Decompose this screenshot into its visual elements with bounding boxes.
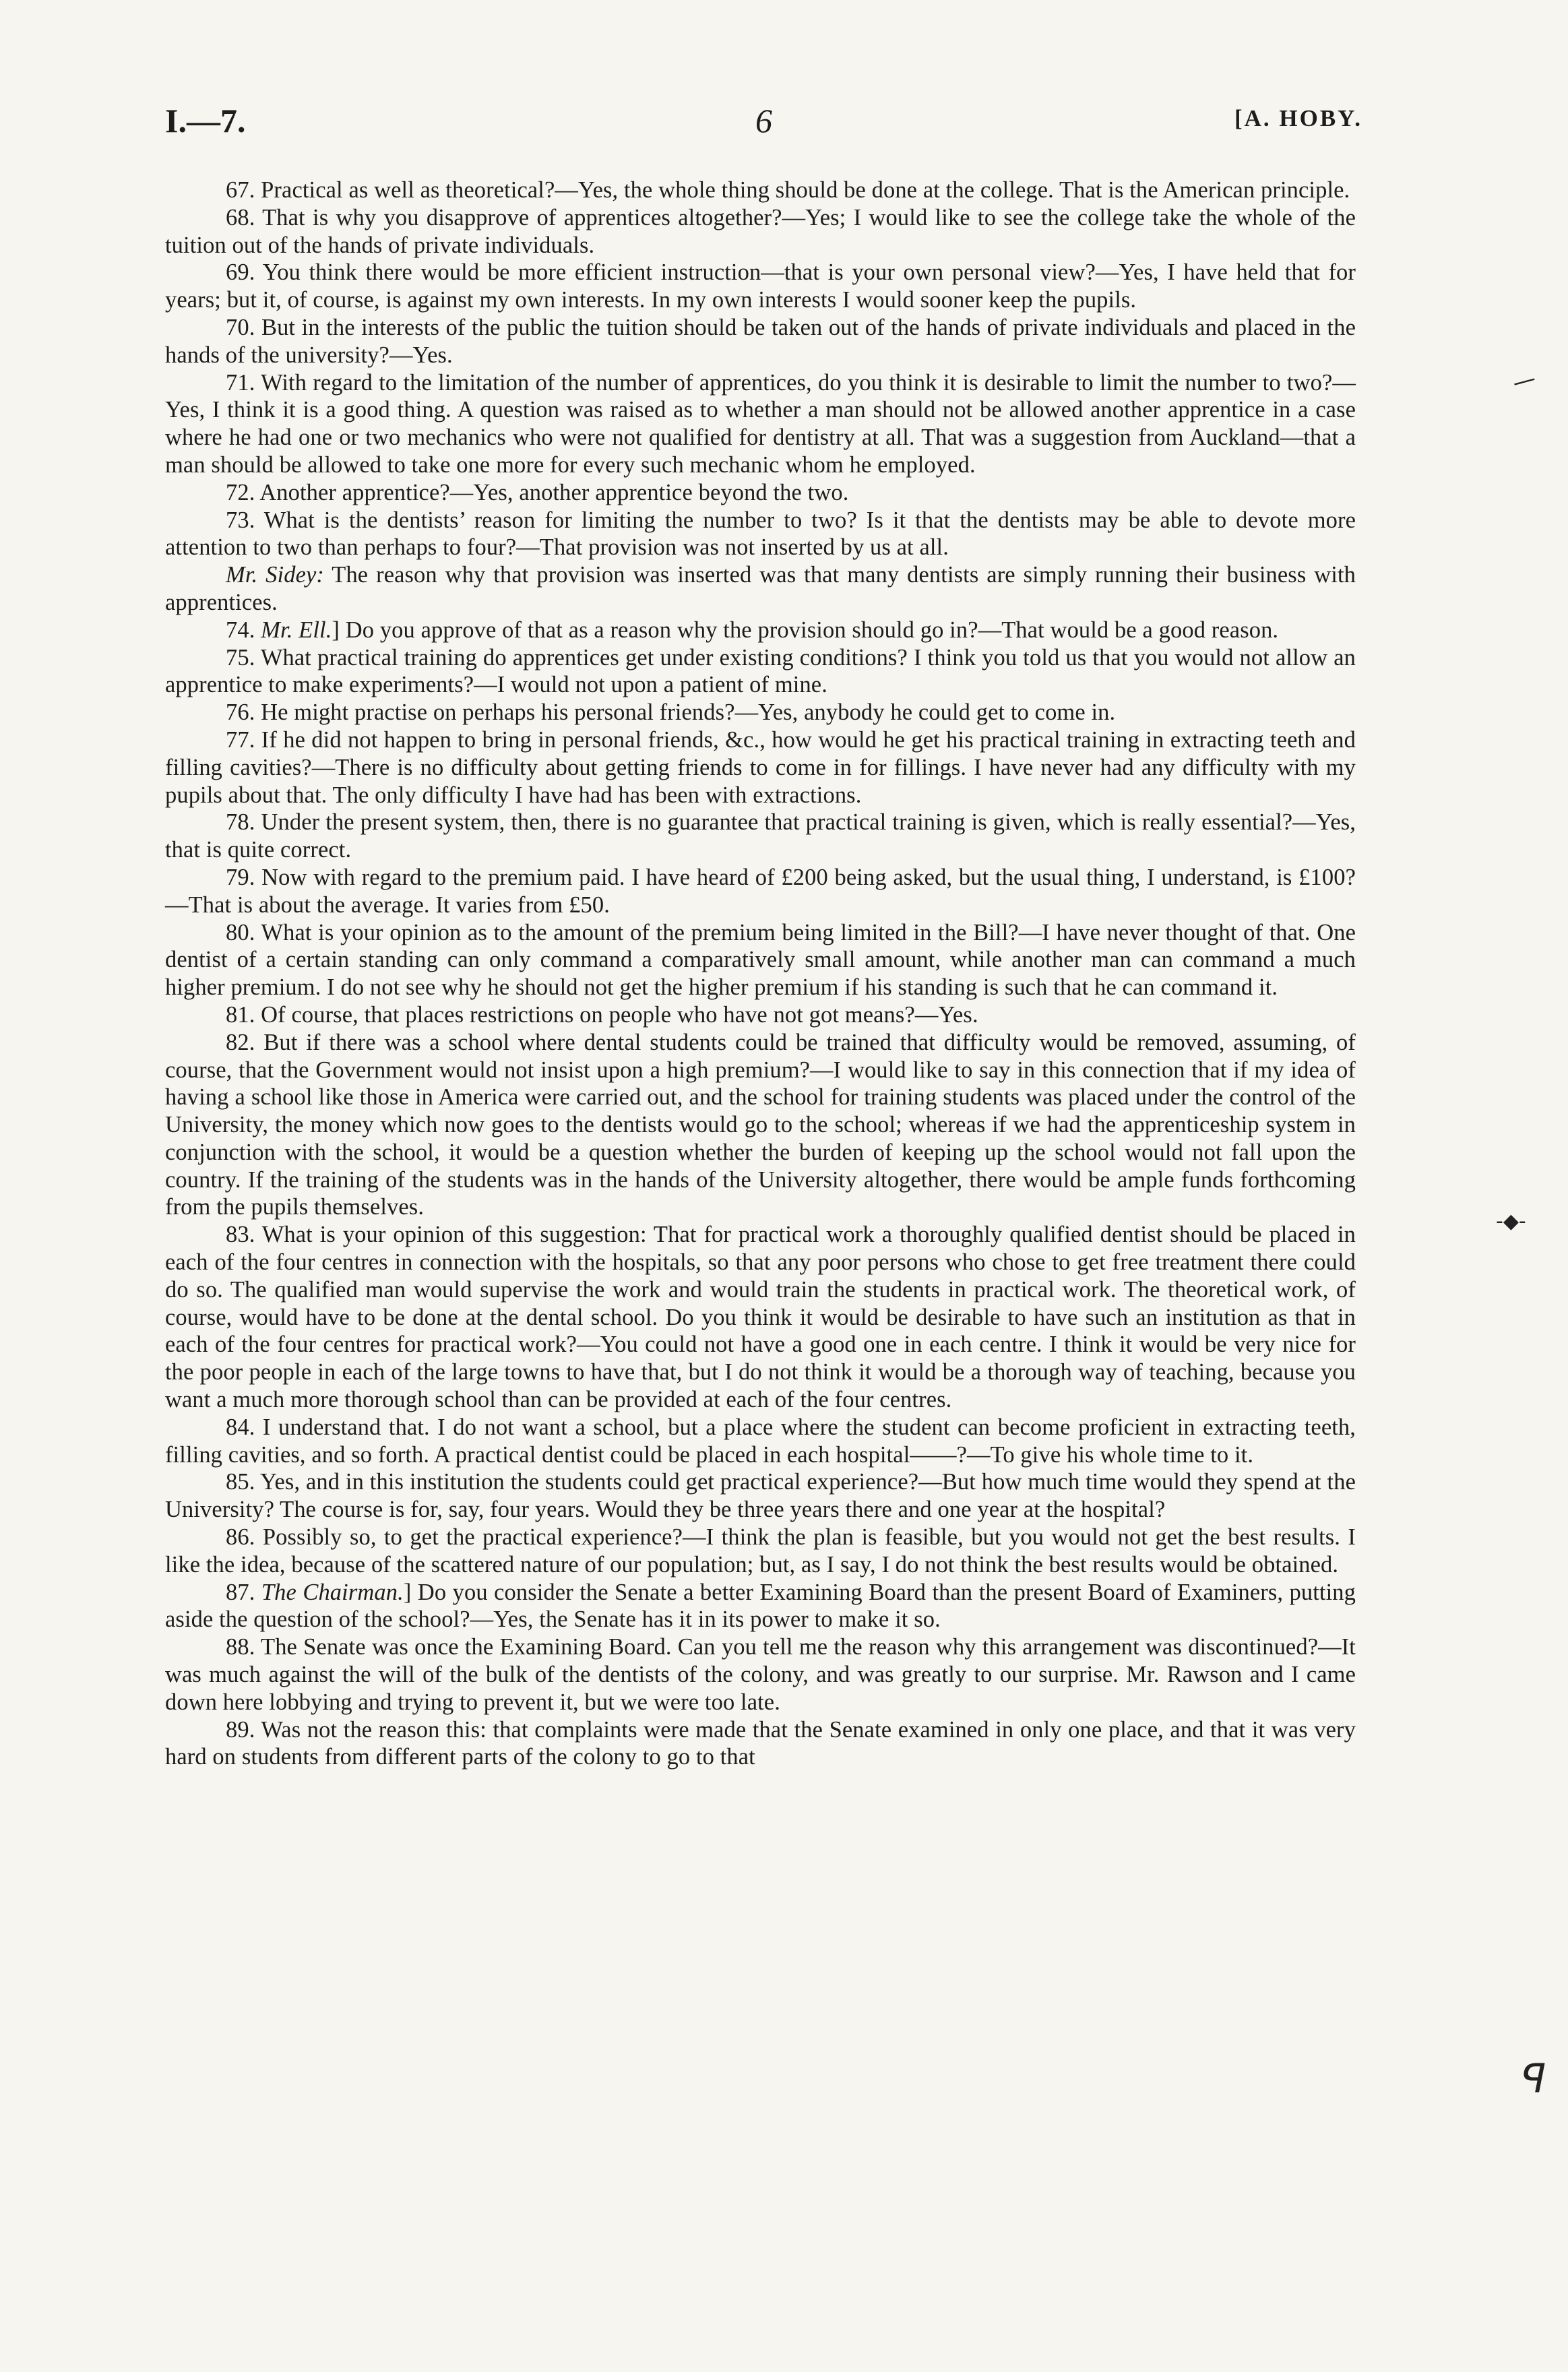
scan-mark-slash: ꟼ: [1522, 2055, 1546, 2102]
evidence-paragraph: [165, 314, 1356, 369]
paragraph-text: 84. I understand that. I do not want a school, but a place where the student can become proficient in extracting teeth, filling cavities, and so forth. A practical dentist could be placed in each hospital——?—To give his whole time to it.: [165, 1414, 1356, 1468]
paragraph-text: 79. Now with regard to the premium paid. I have heard of £200 being asked, but the usual thing, I understand, is £100?—That is about the average. It varies from £50.: [165, 864, 1356, 918]
page-number: 6: [755, 102, 772, 139]
evidence-paragraph: [165, 204, 1356, 259]
paragraph-number: 74.: [226, 617, 261, 643]
paragraph-text: 82. But if there was a school where dental students could be trained that difficulty would be removed, assuming, of course, that the Government would not insist upon a high premium?—I would like to say in this connection that if my idea of having a school like those in America were carried out, and the school for training students was placed under the control of the University, the money which now goes to the dentists would go to the school; whereas if we had the apprenticeship system in conjunction with the school, it would be a question whether the burden of keeping up the school would not fall upon the country. If the training of the students was in the hands of the University altogether, there would be ample funds forthcoming from the pupils themselves.: [165, 1029, 1356, 1220]
paragraph-text: 85. Yes, and in this institution the students could get practical experience?—But how much time would they spend at the University? The course is for, say, four years. Would they be three years there and one year at the hospital?: [165, 1469, 1356, 1523]
paragraph-text: 72. Another apprentice?—Yes, another apprentice beyond the two.: [226, 479, 849, 505]
evidence-body: [165, 177, 1356, 1771]
evidence-paragraph: [165, 1414, 1356, 1469]
evidence-paragraph: [165, 617, 1356, 644]
paragraph-text: 86. Possibly so, to get the practical experience?—I think the plan is feasible, but you would not get the best results. I like the idea, because of the scattered nature of our population; but, as I say, I do not think the best results would be obtained.: [165, 1524, 1356, 1578]
evidence-paragraph: [165, 864, 1356, 919]
evidence-paragraph: [165, 1716, 1356, 1772]
evidence-paragraph: [165, 561, 1356, 617]
evidence-paragraph: [165, 177, 1356, 204]
speaker-name: The Chairman.: [261, 1579, 404, 1605]
paragraph-text: 67. Practical as well as theoretical?—Yes, the whole thing should be done at the college. That is the American principle.: [226, 177, 1350, 203]
evidence-paragraph: [165, 1524, 1356, 1579]
paragraph-text: 77. If he did not happen to bring in personal friends, &c., how would he get his practical training in extracting teeth and filling cavities?—There is no difficulty about getting friends to come in for fillings. I have never had any difficulty with my pupils about that. The only difficulty I have had has been with extractions.: [165, 726, 1356, 808]
paragraph-text: 70. But in the interests of the public the tuition should be taken out of the hands of private individuals and placed in the hands of the university?—Yes.: [165, 314, 1356, 368]
paragraph-text: 80. What is your opinion as to the amount of the premium being limited in the Bill?—I have never thought of that. One dentist of a certain standing can only command a comparatively small amount, while another man can command a much higher premium. I do not see why he should not get the higher premium if his standing is such that he can command it.: [165, 919, 1356, 1001]
evidence-paragraph: [165, 1633, 1356, 1716]
evidence-paragraph: [165, 726, 1356, 809]
evidence-paragraph: [165, 507, 1356, 562]
evidence-paragraph: [165, 479, 1356, 507]
evidence-paragraph: [165, 919, 1356, 1001]
paragraph-text: 78. Under the present system, then, there is no guarantee that practical training is given, which is really essential?—Yes, that is quite correct.: [165, 809, 1356, 863]
paragraph-text: 76. He might practise on perhaps his personal friends?—Yes, anybody he could get to come in.: [226, 699, 1116, 726]
paper-reference: I.—7.: [165, 102, 246, 139]
evidence-paragraph: [165, 1001, 1356, 1029]
speaker-name: Mr. Ell.: [261, 617, 332, 643]
scan-mark-dash: —: [1509, 365, 1539, 397]
evidence-paragraph: [165, 1468, 1356, 1524]
witness-name: [A. HOBY.: [1234, 105, 1362, 131]
paragraph-text: 73. What is the dentists’ reason for limiting the number to two? Is it that the dentists may be able to devote more attention to two than perhaps to four?—That provision was not inserted by us at all.: [165, 507, 1356, 561]
paragraph-text: The reason why that provision was inserted was that many dentists are simply running their business with apprentices.: [165, 562, 1356, 615]
paragraph-text: 81. Of course, that places restrictions on people who have not got means?—Yes.: [226, 1001, 978, 1028]
paragraph-text: 89. Was not the reason this: that complaints were made that the Senate examined in only one place, and that it was very hard on students from different parts of the colony to go to that: [165, 1716, 1356, 1770]
paragraph-text: ] Do you consider the Senate a better Examining Board than the present Board of Examiners, putting aside the question of the school?—Yes, the Senate has it in its power to make it so.: [165, 1579, 1356, 1633]
paragraph-text: 75. What practical training do apprentices get under existing conditions? I think you told us that you would not allow an apprentice to make experiments?—I would not upon a patient of mine.: [165, 644, 1356, 698]
scan-mark-arrow: -◆-: [1496, 1210, 1526, 1233]
evidence-paragraph: [165, 369, 1356, 479]
paragraph-text: 71. With regard to the limitation of the number of apprentices, do you think it is desirable to limit the number to two?—Yes, I think it is a good thing. A question was raised as to whether a man should not be allowed another apprentice in a case where he had one or two mechanics who were not qualified for dentistry at all. That was a suggestion from Auckland—that a man should be allowed to take one more for every such mechanic whom he employed.: [165, 369, 1356, 478]
evidence-paragraph: [165, 259, 1356, 314]
evidence-paragraph: [165, 644, 1356, 699]
evidence-paragraph: [165, 1221, 1356, 1414]
paragraph-text: 68. That is why you disapprove of apprentices altogether?—Yes; I would like to see the college take the whole of the tuition out of the hands of private individuals.: [165, 204, 1356, 258]
speaker-name: Mr. Sidey:: [226, 562, 324, 588]
evidence-paragraph: [165, 1029, 1356, 1222]
paragraph-number: 87.: [226, 1579, 261, 1605]
paragraph-text: 83. What is your opinion of this suggestion: That for practical work a thoroughly qualified dentist should be placed in each of the four centres in connection with the hospitals, so that any poor persons who chose to get free treatment there could do so. The qualified man would supervise the work and would train the students in practical work. The theoretical work, of course, would have to be done at the dental school. Do you think it would be desirable to have such an institution as that in each of the four centres for practical work?—You could not have a good one in each centre. I think it would be very nice for the poor people in each of the large towns to have that, but I do not think it would be a thorough way of teaching, because you want a much more thorough school than can be provided at each of the four centres.: [165, 1222, 1356, 1413]
paragraph-text: ] Do you approve of that as a reason why the provision should go in?—That would be a good reason.: [332, 617, 1279, 643]
paragraph-text: 69. You think there would be more efficient instruction—that is your own personal view?—Yes, I have held that for years; but it, of course, is against my own interests. In my own interests I would sooner keep the pupils.: [165, 259, 1356, 313]
evidence-paragraph: [165, 699, 1356, 726]
page-header: [165, 101, 1362, 155]
paragraph-text: 88. The Senate was once the Examining Board. Can you tell me the reason why this arrangement was discontinued?—It was much against the will of the bulk of the dentists of the colony, and was greatly to our surprise. Mr. Rawson and I came down here lobbying and trying to prevent it, but we were too late.: [165, 1634, 1356, 1715]
evidence-paragraph: [165, 1579, 1356, 1634]
evidence-paragraph: [165, 809, 1356, 864]
